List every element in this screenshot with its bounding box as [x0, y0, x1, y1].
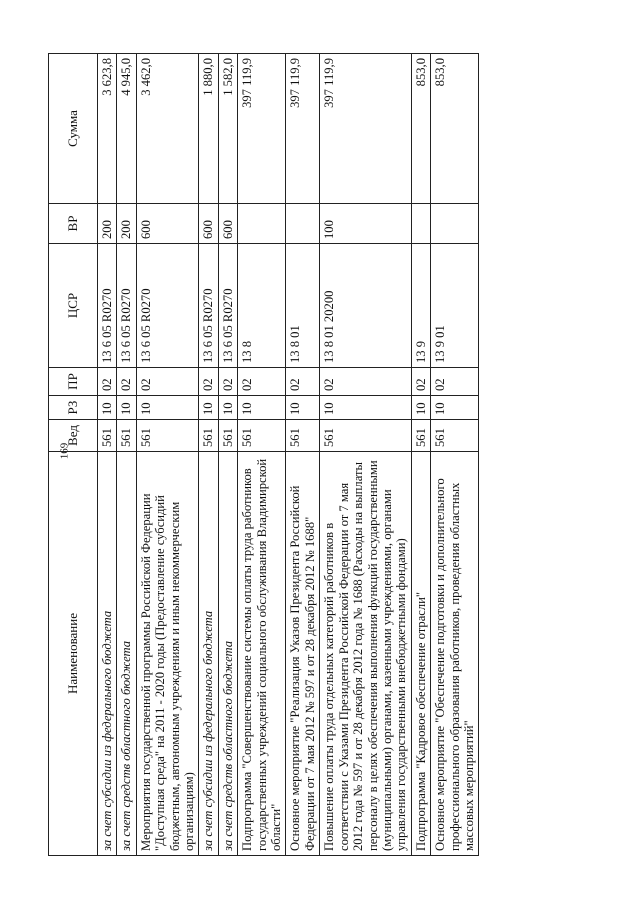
cell-csr: 13 9: [411, 244, 430, 368]
cell-vr: [431, 204, 479, 244]
header-sum: Сумма: [49, 54, 98, 204]
header-vr: ВР: [49, 204, 98, 244]
cell-ved: 561: [286, 420, 320, 452]
cell-ved: 561: [117, 420, 136, 452]
cell-ved: 561: [199, 420, 218, 452]
cell-sum: 1 880,0: [199, 54, 218, 204]
cell-vr: [238, 204, 286, 244]
cell-pr: 02: [286, 368, 320, 396]
cell-sum: 397 119,9: [320, 54, 411, 204]
cell-vr: 600: [136, 204, 199, 244]
table-row: [286, 54, 320, 856]
cell-pr: 02: [117, 368, 136, 396]
cell-sum: 3 623,8: [98, 54, 117, 204]
cell-vr: [286, 204, 320, 244]
cell-csr: 13 6 05 R0270: [199, 244, 218, 368]
cell-rz: 10: [136, 396, 199, 420]
cell-pr: 02: [431, 368, 479, 396]
cell-csr: 13 6 05 R0270: [136, 244, 199, 368]
cell-pr: 02: [98, 368, 117, 396]
cell-name: Мероприятия государственной программы Российской Федерации "Доступная среда" на 2011 - 2020 годы (Предоставление субсидий бюджетным, автономным учреждениям и иным некоммерческим организациям): [136, 452, 199, 856]
cell-vr: 600: [218, 204, 237, 244]
table-row: [218, 54, 237, 856]
cell-rz: 10: [199, 396, 218, 420]
table-row: [320, 54, 411, 856]
cell-pr: 02: [199, 368, 218, 396]
cell-pr: 02: [320, 368, 411, 396]
header-pr: ПР: [49, 368, 98, 396]
table-row: [136, 54, 199, 856]
cell-csr: 13 8: [238, 244, 286, 368]
cell-vr: 600: [199, 204, 218, 244]
cell-rz: 10: [238, 396, 286, 420]
cell-csr: 13 6 05 R0270: [98, 244, 117, 368]
cell-vr: [411, 204, 430, 244]
page-number: 169: [58, 442, 71, 460]
cell-sum: 4 945,0: [117, 54, 136, 204]
cell-name: Повышение оплаты труда отдельных категорий работников в соответствии с Указами Президента Российской Федерации от 7 мая 2012 года № 597 и от 28 декабря 2012 года № 1688 (Расходы на выплаты персоналу в целях обеспечения выполнения функций государственными (муниципальными) органами, казенными учреждениями, органами управления государственными внебюджетными фондами): [320, 452, 411, 856]
table-row: [238, 54, 286, 856]
cell-rz: 10: [98, 396, 117, 420]
cell-rz: 10: [286, 396, 320, 420]
cell-pr: 02: [218, 368, 237, 396]
header-name: Наименование: [49, 452, 98, 856]
cell-pr: 02: [136, 368, 199, 396]
cell-ved: 561: [411, 420, 430, 452]
cell-rz: 10: [411, 396, 430, 420]
cell-name: за счет субсидии из федерального бюджета: [199, 452, 218, 856]
cell-rz: 10: [218, 396, 237, 420]
cell-sum: 853,0: [431, 54, 479, 204]
cell-pr: 02: [238, 368, 286, 396]
cell-name: Основное мероприятие "Реализация Указов Президента Российской Федерации от 7 мая 2012 № 597 и от 28 декабря 2012 № 1688": [286, 452, 320, 856]
cell-ved: 561: [98, 420, 117, 452]
cell-ved: 561: [136, 420, 199, 452]
cell-csr: 13 6 05 R0270: [117, 244, 136, 368]
cell-ved: 561: [320, 420, 411, 452]
table-row: [411, 54, 430, 856]
cell-sum: 3 462,0: [136, 54, 199, 204]
cell-csr: 13 6 05 R0270: [218, 244, 237, 368]
header-ved: Вед: [49, 420, 98, 452]
cell-sum: 397 119,9: [286, 54, 320, 204]
budget-table: [48, 53, 479, 856]
cell-sum: 397 119,9: [238, 54, 286, 204]
cell-name: Подпрограмма "Кадровое обеспечение отрасли": [411, 452, 430, 856]
table-row: [431, 54, 479, 856]
cell-vr: 200: [117, 204, 136, 244]
table-row: [98, 54, 117, 856]
cell-name: Основное мероприятие "Обеспечение подготовки и дополнительного профессионального образования работников, проведения областных массовых мероприятий": [431, 452, 479, 856]
table-row: [199, 54, 218, 856]
cell-csr: 13 8 01 20200: [320, 244, 411, 368]
cell-name: Подпрограмма "Совершенствование системы оплаты труда работников государственных учреждений социального обслуживания Владимирской области": [238, 452, 286, 856]
cell-name: за счет средств областного бюджета: [117, 452, 136, 856]
cell-sum: 1 582,0: [218, 54, 237, 204]
cell-csr: 13 9 01: [431, 244, 479, 368]
cell-vr: 100: [320, 204, 411, 244]
cell-name: за счет средств областного бюджета: [218, 452, 237, 856]
cell-ved: 561: [431, 420, 479, 452]
table-header-row: [49, 54, 98, 856]
cell-ved: 561: [238, 420, 286, 452]
cell-rz: 10: [320, 396, 411, 420]
cell-sum: 853,0: [411, 54, 430, 204]
cell-vr: 200: [98, 204, 117, 244]
cell-rz: 10: [431, 396, 479, 420]
header-csr: ЦСР: [49, 244, 98, 368]
header-rz: РЗ: [49, 396, 98, 420]
cell-pr: 02: [411, 368, 430, 396]
table-row: [117, 54, 136, 856]
cell-name: за счет субсидии из федерального бюджета: [98, 452, 117, 856]
cell-ved: 561: [218, 420, 237, 452]
cell-rz: 10: [117, 396, 136, 420]
cell-csr: 13 8 01: [286, 244, 320, 368]
budget-table-container: [48, 54, 584, 856]
